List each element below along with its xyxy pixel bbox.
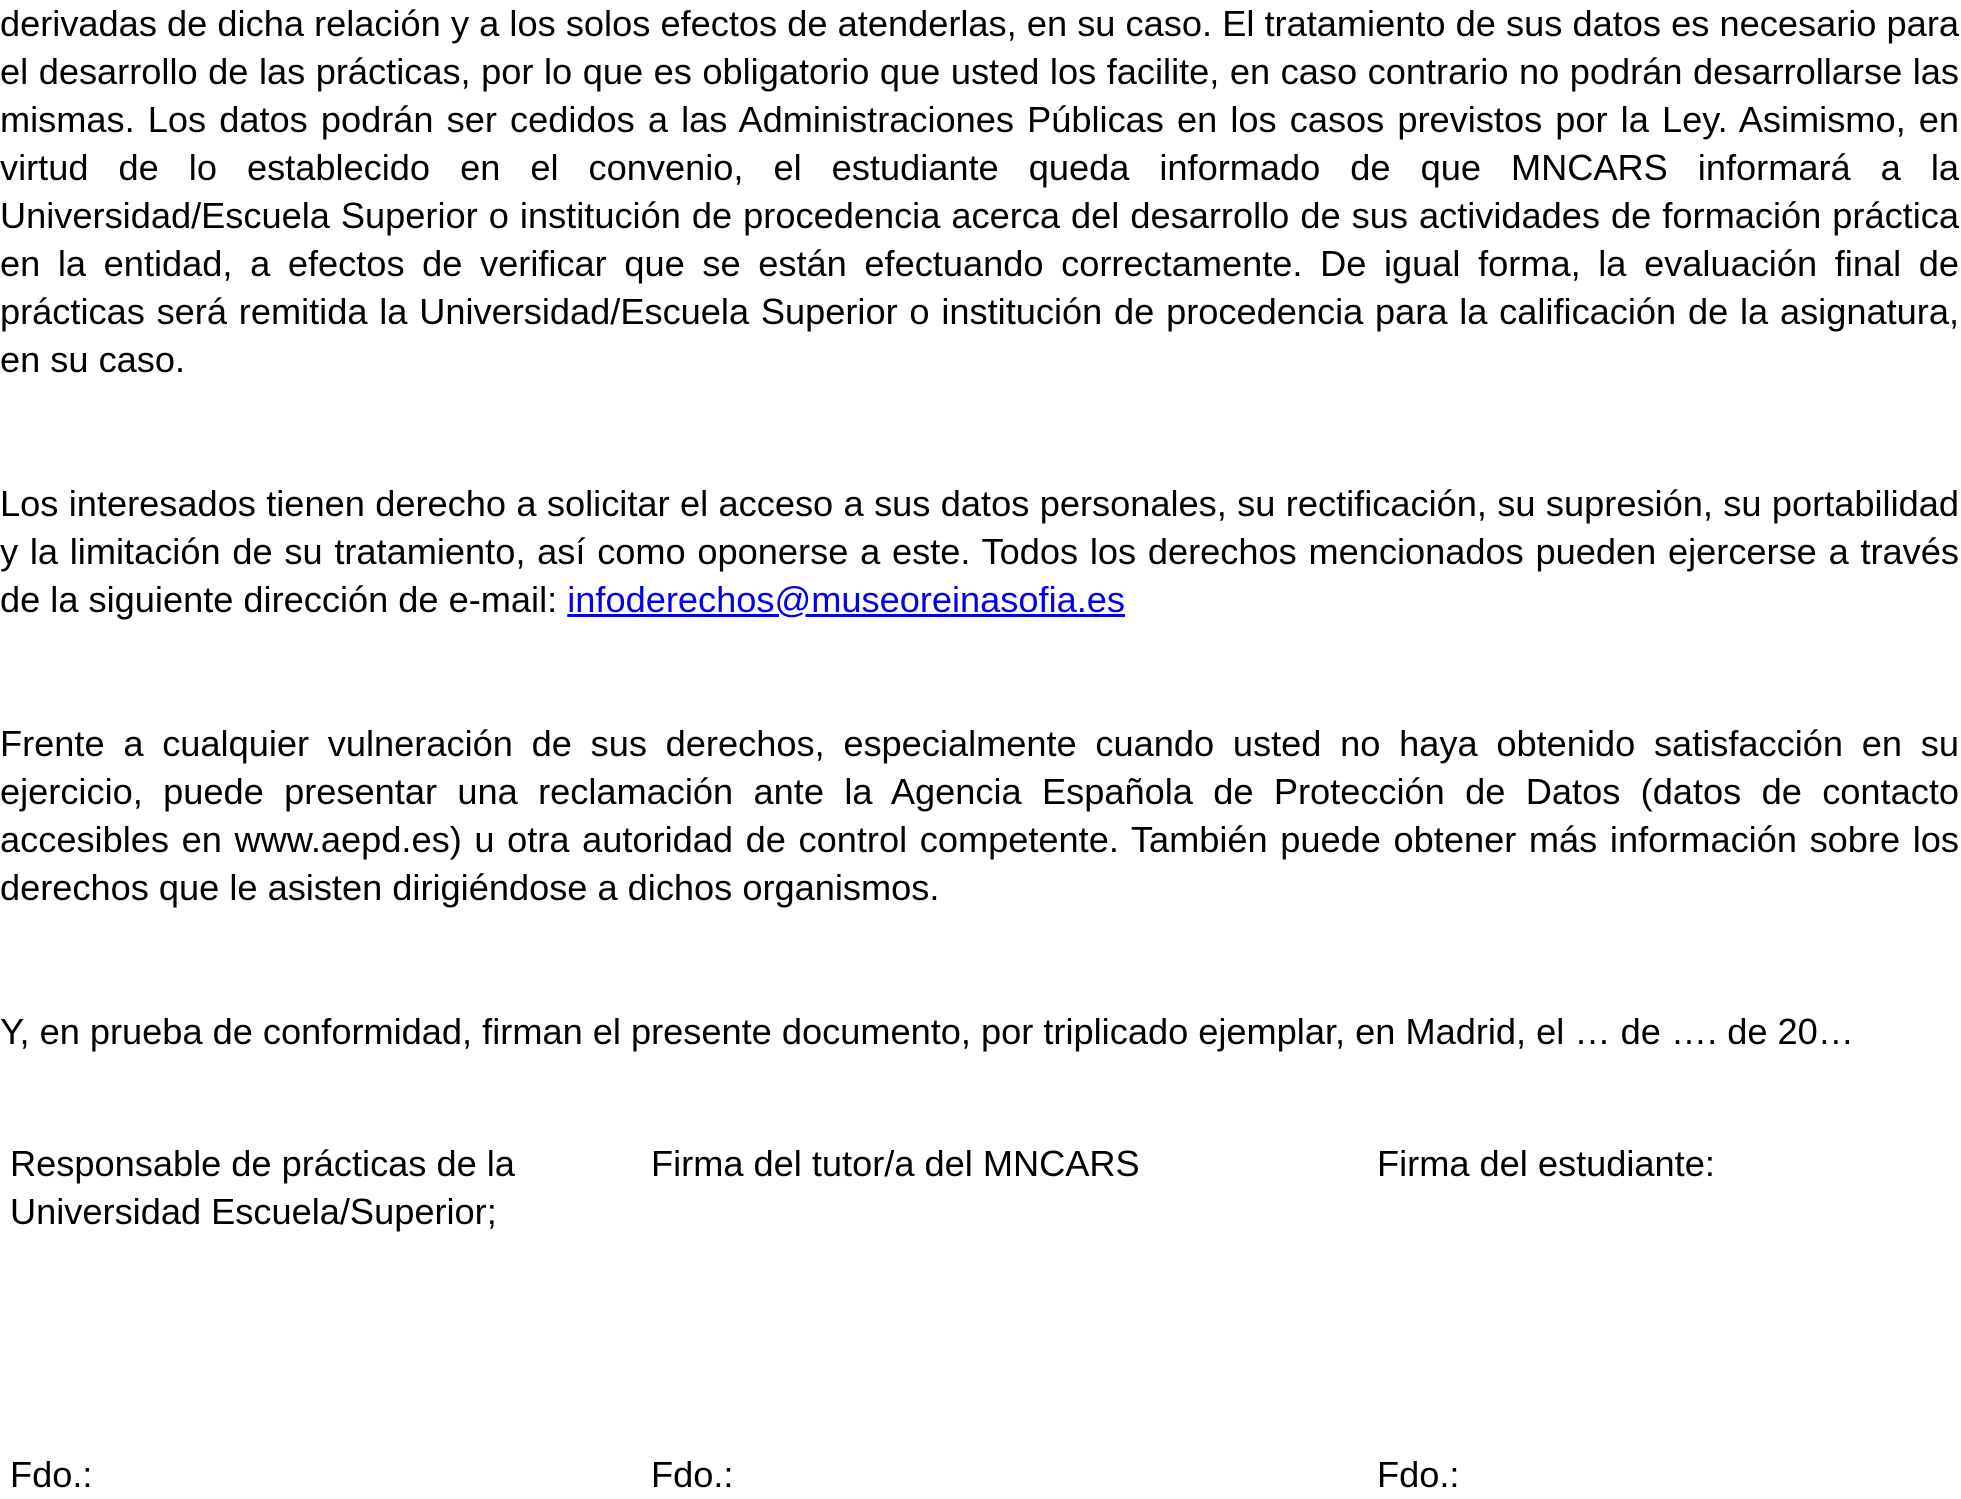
signature-title: Firma del estudiante: <box>1377 1143 1715 1184</box>
paragraph-complaint: Frente a cualquier vulneración de sus derechos, especialmente cuando usted no haya obtenido satisfacción en su ejercicio, puede presentar una reclamación ante la Agencia Española de Protección de Datos (datos de contacto accesibles en www.aepd.es) u otra autoridad de control competente. También puede obtener más información sobre los derechos que le asisten dirigiéndose a dichos organismos. <box>0 723 1959 908</box>
email-link[interactable]: infoderechos@museoreinasofia.es <box>567 579 1126 620</box>
signature-fdo: Fdo.: <box>1377 1454 1460 1495</box>
paragraph-rights-text: Los interesados tienen derecho a solicitar el acceso a sus datos personales, su rectificación, su supresión, su portabilidad y la limitación de su tratamiento, así como oponerse a este. Todos los derechos mencionados pueden ejercerse a través de la siguiente dirección de e-mail: <box>0 483 1959 620</box>
paragraph-data-processing: derivadas de dicha relación y a los solos efectos de atenderlas, en su caso. El tratamiento de sus datos es necesario para el desarrollo de las prácticas, por lo que es obligatorio que usted los facilite, en caso contrario no podrán desarrollarse las mismas. Los datos podrán ser cedidos a las Administraciones Públicas en los casos previstos por la Ley. Asimismo, en virtud de lo establecido en el convenio, el estudiante queda informado de que MNCARS informará a la Universidad/Escuela Superior o institución de procedencia acerca del desarrollo de sus actividades de formación práctica en la entidad, a efectos de verificar que se están efectuando correctamente. De igual forma, la evaluación final de prácticas será remitida la Universidad/Escuela Superior o institución de procedencia para la calificación de la asignatura, en su caso. <box>0 3 1959 380</box>
signature-fdo: Fdo.: <box>10 1454 93 1495</box>
signature-student <box>1377 1140 1937 1188</box>
paragraph-rights <box>0 480 1959 624</box>
paragraph-conformity: Y, en prueba de conformidad, firman el presente documento, por triplicado ejemplar, en Madrid, el … de …. de 20… <box>0 1011 1854 1052</box>
signature-university <box>10 1140 610 1236</box>
signature-title: Firma del tutor/a del MNCARS <box>651 1143 1140 1184</box>
signature-tutor <box>651 1140 1211 1188</box>
signature-fdo: Fdo.: <box>651 1454 734 1495</box>
signature-title: Responsable de prácticas de la Universidad Escuela/Superior; <box>10 1143 515 1232</box>
